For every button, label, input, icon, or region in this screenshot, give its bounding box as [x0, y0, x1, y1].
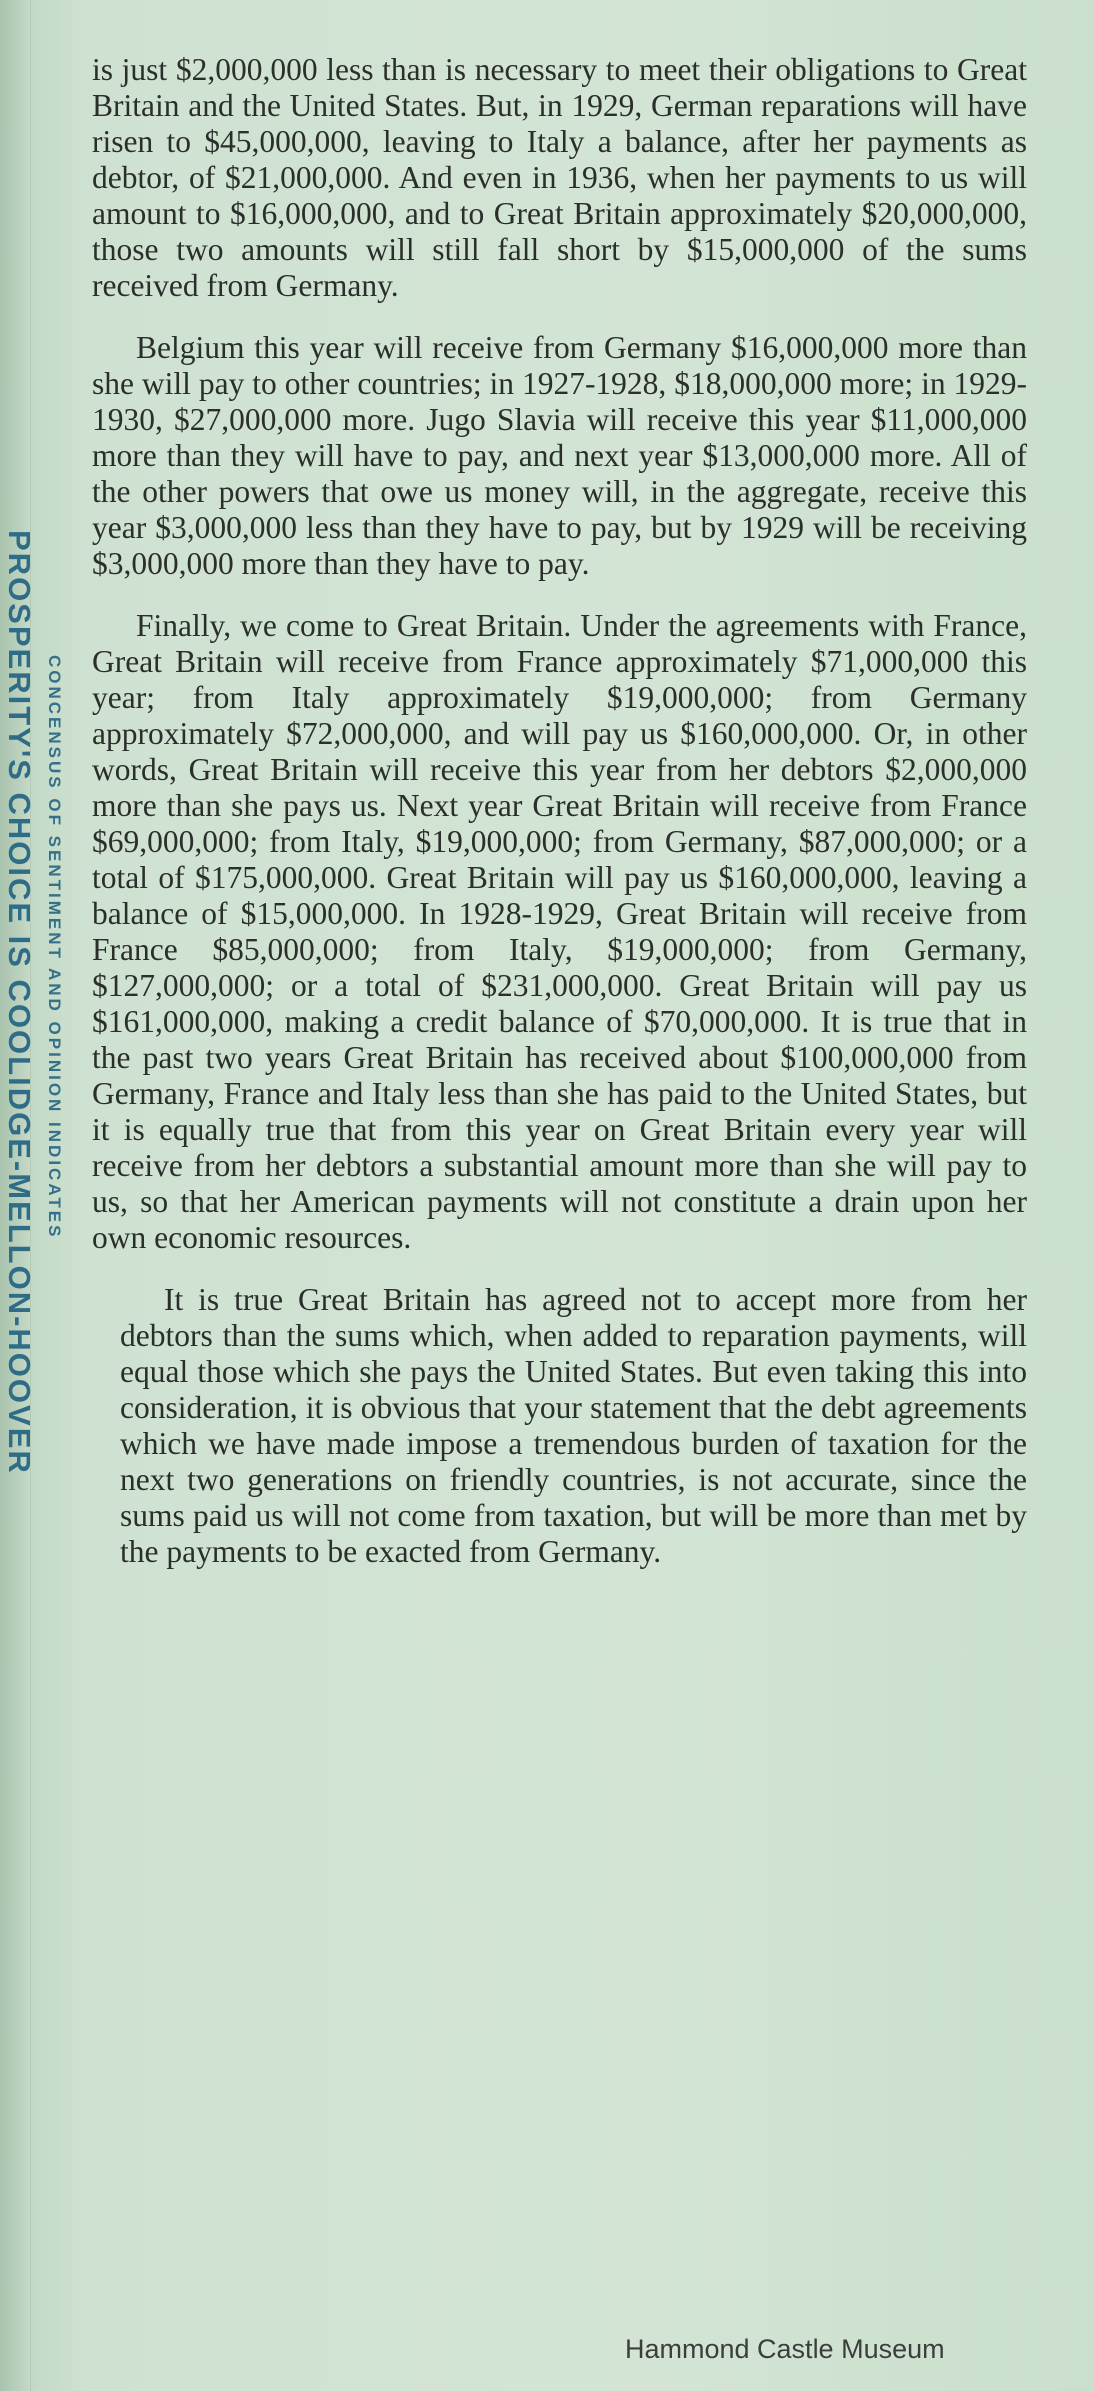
- paragraph-2: Belgium this year will receive from Germany $16,000,000 more than she will pay to other countries; in 1927-1928, $18,000,000 more; in 1929-1930, $27,000,000 more. Jugo Slavia will receive this year $11,000,000 more than they will have to pay, and next year $13,000,000 more. All of the other powers that owe us money will, in the aggregate, receive this year $3,000,000 less than they have to pay, but by 1929 will be receiving $3,000,000 more than they have to pay.: [92, 330, 1027, 581]
- paragraph-1: is just $2,000,000 less than is necessary to meet their obligations to Great Britain and the United States. But, in 1929, German reparations will have risen to $45,000,000, leaving to Italy a balance, after her payments as debtor, of $21,000,000. And even in 1936, when her payments to us will amount to $16,000,000, and to Great Britain approximately $20,000,000, those two amounts will still fall short by $15,000,000 of the sums received from Germany.: [92, 52, 1027, 303]
- body-text: [92, 52, 1027, 1596]
- watermark-label: Hammond Castle Museum: [625, 2334, 945, 2364]
- paragraph-4: It is true Great Britain has agreed not to accept more from her debtors than the sums which, when added to reparation payments, will equal those which she pays the United States. But even taking this into consideration, it is obvious that your statement that the debt agreements which we have made impose a tremendous burden of taxation for the next two generations on friendly countries, is not accurate, since the sums paid us will not come from taxation, but will be more than met by the payments to be exacted from Germany.: [120, 1282, 1027, 1569]
- sidebar-main-caption: PROSPERITY'S CHOICE IS COOLIDGE-MELLON-HOOVER: [2, 530, 37, 1475]
- sidebar-sub-caption: CONCENSUS OF SENTIMENT AND OPINION INDICATES: [45, 655, 64, 1240]
- paragraph-3: Finally, we come to Great Britain. Under the agreements with France, Great Britain will receive from France approximately $71,000,000 this year; from Italy approximately $19,000,000; from Germany approximately $72,000,000, and will pay us $160,000,000. Or, in other words, Great Britain will receive this year from her debtors $2,000,000 more than she pays us. Next year Great Britain will receive from France $69,000,000; from Italy, $19,000,000; from Germany, $87,000,000; or a total of $175,000,000. Great Britain will pay us $160,000,000, leaving a balance of $15,000,000. In 1928-1929, Great Britain will receive from France $85,000,000; from Italy, $19,000,000; from Germany, $127,000,000; or a total of $231,000,000. Great Britain will pay us $161,000,000, making a credit balance of $70,000,000. It is true that in the past two years Great Britain has received about $100,000,000 from Germany, France and Italy less than she has paid to the United States, but it is equally true that from this year on Great Britain every year will receive from her debtors a substantial amount more than she will pay to us, so that her American payments will not constitute a drain upon her own economic resources.: [92, 608, 1027, 1255]
